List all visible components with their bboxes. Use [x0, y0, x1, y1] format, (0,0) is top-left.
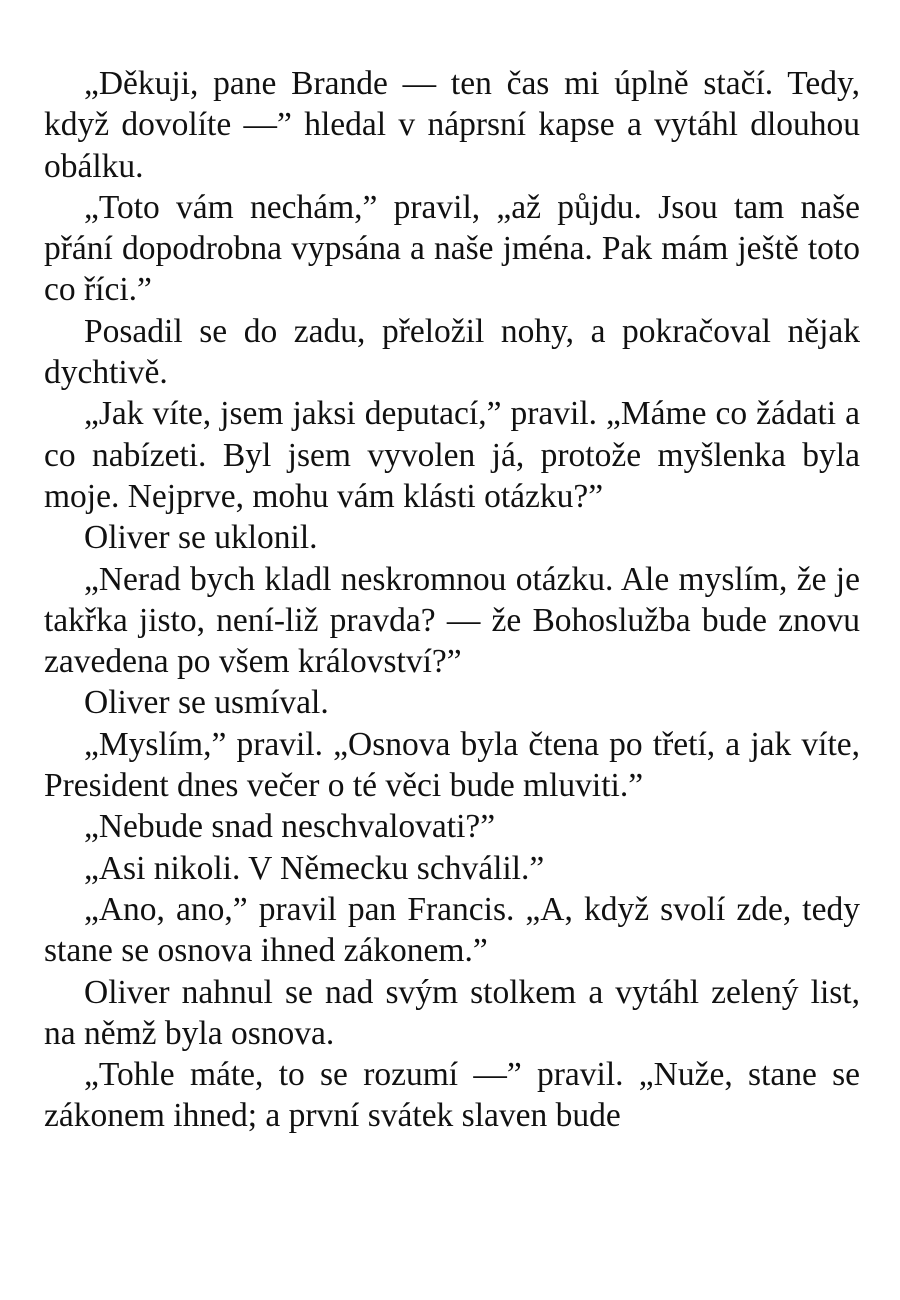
paragraph: „Jak víte, jsem jaksi deputací,” pravil. „Máme co žádati a co nabízeti. Byl jsem vyvolen já, protože myšlenka byla moje. Nejprve, mohu vám klásti otázku?” [44, 395, 860, 515]
paragraph: „Tohle máte, to se rozumí —” pravil. „Nuže, stane se zákonem ihned; a první svátek slaven bude [44, 1056, 860, 1135]
paragraph: Posadil se do zadu, přeložil nohy, a pokračoval nějak dychtivě. [44, 312, 860, 392]
book-page [44, 63, 860, 1137]
paragraph: „Nebude snad neschvalovati?” [84, 808, 496, 846]
paragraph: „Toto vám nechám,” pravil, „až půjdu. Jsou tam naše přání dopodrobna vypsána a naše jména. Pak mám ještě toto co říci.” [44, 188, 860, 309]
paragraph: „Myslím,” pravil. „Osnova byla čtena po třetí, a jak víte, President dnes večer o té věci bude mluviti.” [44, 725, 860, 805]
paragraph: „Ano, ano,” pravil pan Francis. „A, když svolí zde, tedy stane se osnova ihned zákonem.” [44, 890, 860, 970]
paragraph: Oliver nahnul se nad svým stolkem a vytáhl zelený list, na němž byla osnova. [44, 973, 860, 1052]
paragraph: „Nerad bych kladl neskromnou otázku. Ale myslím, že je takřka jisto, není-liž pravda? — že Bohoslužba bude znovu zavedena po všem království?” [44, 560, 860, 681]
paragraph: „Asi nikoli. V Německu schválil.” [84, 849, 545, 887]
paragraph: „Děkuji, pane Brande — ten čas mi úplně stačí. Tedy, když dovolíte —” hledal v náprsní kapse a vytáhl dlouhou obálku. [44, 65, 860, 185]
paragraph: Oliver se usmíval. [84, 684, 329, 722]
paragraph: Oliver se uklonil. [84, 519, 318, 557]
